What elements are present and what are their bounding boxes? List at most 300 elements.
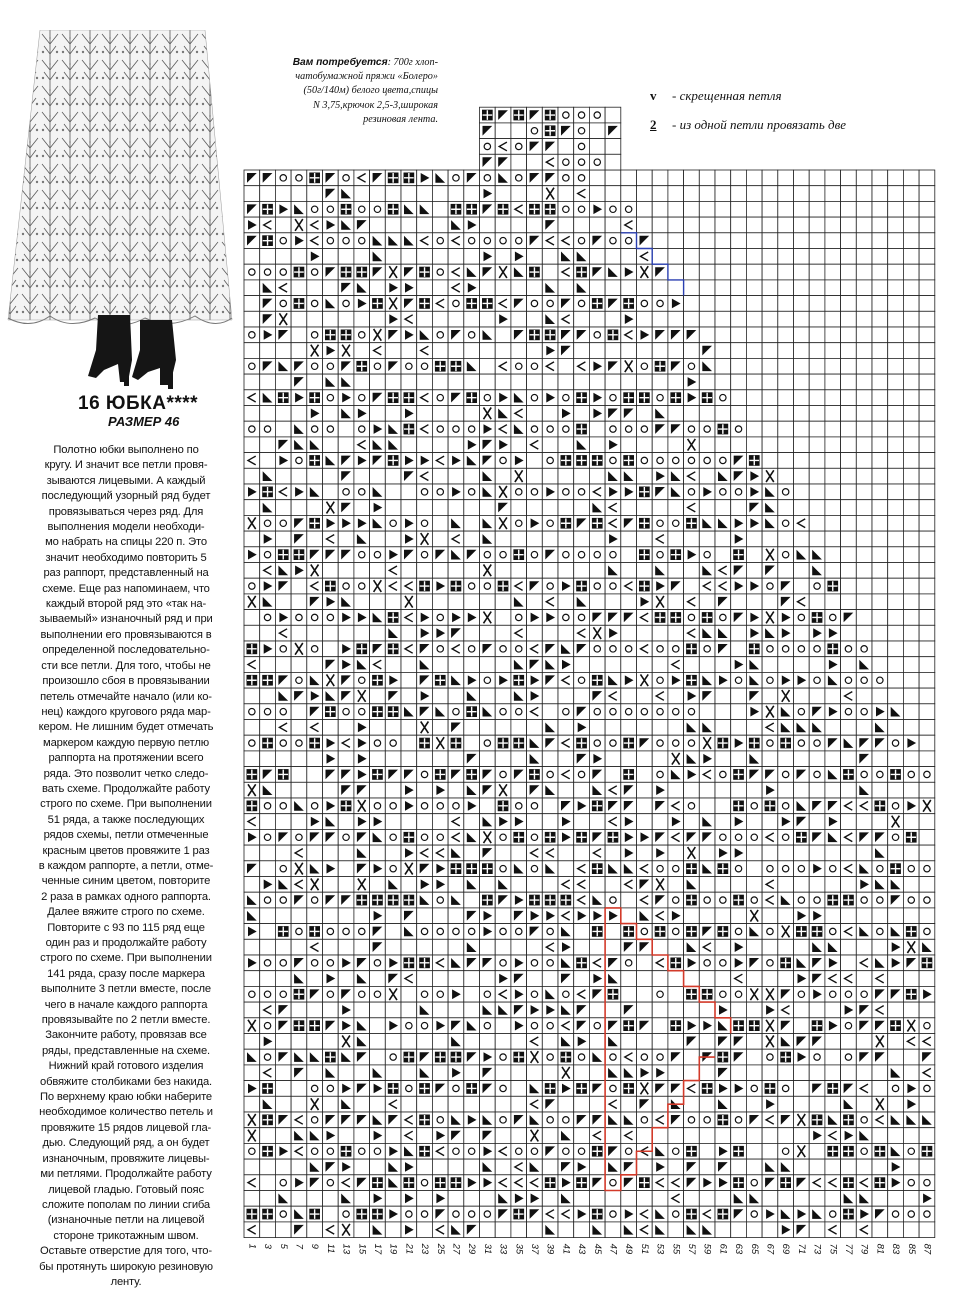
yarn-over-symbol (437, 897, 443, 903)
grid-block-symbol (780, 1177, 791, 1188)
chart-cell (872, 971, 888, 987)
chart-cell (574, 578, 590, 594)
chart-cell (480, 264, 496, 280)
arrow-symbol (735, 581, 744, 591)
chart-cell (778, 720, 794, 736)
chart-cell (448, 877, 464, 893)
chart-cell (778, 939, 794, 955)
chart-cell (448, 531, 464, 547)
angle-symbol (641, 613, 649, 622)
chart-cell (417, 1159, 433, 1175)
yarn-over-symbol (280, 960, 286, 966)
chart-cell (323, 892, 339, 908)
decrease-left-symbol (655, 1209, 665, 1219)
chart-cell (260, 594, 276, 610)
angle-symbol (389, 566, 397, 575)
chart-cell (809, 939, 825, 955)
chart-cell (527, 751, 543, 767)
grid-block-lines (420, 1146, 430, 1156)
decrease-right-symbol (388, 770, 398, 780)
chart-cell (825, 971, 841, 987)
chart-cell (385, 249, 401, 265)
decrease-right-symbol (545, 173, 555, 183)
decrease-right-symbol (545, 550, 555, 560)
chart-cell (244, 249, 260, 265)
yarn-over-symbol (374, 960, 380, 966)
cross-symbol (421, 533, 429, 545)
arrow-symbol (327, 754, 336, 764)
chart-cell (338, 421, 354, 437)
chart-cell (841, 500, 857, 516)
chart-cell (589, 1049, 605, 1065)
chart-cell (291, 374, 307, 390)
chart-cell (684, 641, 700, 657)
chart-cell (652, 358, 668, 374)
arrow-symbol (735, 942, 744, 952)
angle-symbol (358, 440, 366, 449)
decrease-left-symbol (545, 864, 555, 874)
chart-cell (841, 657, 857, 673)
decrease-right-symbol (561, 330, 571, 340)
grid-block-symbol (576, 581, 587, 592)
chart-cell (919, 877, 935, 893)
chart-cell (872, 767, 888, 783)
chart-cell (841, 798, 857, 814)
decrease-right-symbol (592, 267, 602, 277)
grid-block-lines (294, 267, 304, 277)
arrow-symbol (358, 754, 367, 764)
chart-cell (275, 563, 291, 579)
chart-cell (825, 1034, 841, 1050)
yarn-over-symbol (374, 363, 380, 369)
chart-cell (589, 484, 605, 500)
chart-cell (495, 264, 511, 280)
chart-cell (856, 986, 872, 1002)
chart-cell (323, 578, 339, 594)
chart-cell (480, 311, 496, 327)
chart-cell (778, 327, 794, 343)
decrease-right-symbol (514, 770, 524, 780)
chart-cell (260, 264, 276, 280)
chart-cell (432, 971, 448, 987)
angle-symbol (436, 849, 444, 858)
chart-cell (841, 201, 857, 217)
yarn-over-symbol (468, 426, 474, 432)
instruction-line: каждый второй ряд это «так на- (45, 598, 207, 611)
chart-cell (480, 610, 496, 626)
chart-cell (527, 971, 543, 987)
chart-cell (825, 296, 841, 312)
chart-cell (652, 971, 668, 987)
chart-cell (542, 908, 558, 924)
chart-cell (527, 641, 543, 657)
chart-cell (589, 924, 605, 940)
decrease-left-symbol (859, 785, 869, 795)
decrease-right-symbol (734, 1209, 744, 1219)
arrow-symbol (421, 613, 430, 623)
chart-cell (589, 610, 605, 626)
chart-cell (668, 1096, 684, 1112)
chart-cell (856, 829, 872, 845)
chart-cell (888, 720, 904, 736)
chart-cell (715, 798, 731, 814)
materials-line: резиновая лента. (363, 113, 438, 125)
chart-cell (605, 437, 621, 453)
yarn-over-symbol (264, 426, 270, 432)
chart-cell (354, 1175, 370, 1191)
chart-cell (244, 767, 260, 783)
chart-cell (558, 782, 574, 798)
arrow-symbol (311, 817, 320, 827)
decrease-left-symbol (451, 1115, 461, 1125)
yarn-over-symbol (311, 269, 317, 275)
chart-cell (495, 735, 511, 751)
chart-cell (621, 688, 637, 704)
arrow-symbol (845, 1005, 854, 1015)
chart-cell (448, 861, 464, 877)
chart-cell (621, 406, 637, 422)
grid-block-lines (388, 644, 398, 654)
decrease-left-symbol (435, 173, 445, 183)
grid-block-lines (326, 330, 336, 340)
chart-cell (762, 986, 778, 1002)
chart-cell (574, 233, 590, 249)
angle-symbol (829, 1225, 837, 1234)
chart-cell (809, 500, 825, 516)
chart-cell (244, 610, 260, 626)
chart-cell (464, 249, 480, 265)
yarn-over-symbol (578, 206, 584, 212)
decrease-right-symbol (341, 770, 351, 780)
grid-block-symbol (670, 1020, 681, 1031)
chart-cell (605, 877, 621, 893)
chart-cell (825, 939, 841, 955)
chart-cell (275, 641, 291, 657)
arrow-symbol (907, 1099, 916, 1109)
arrow-symbol (625, 314, 634, 324)
decrease-right-symbol (263, 770, 273, 780)
decrease-right-symbol (373, 393, 383, 403)
chart-cell (244, 1002, 260, 1018)
yarn-over-symbol (720, 457, 726, 463)
arrow-symbol (327, 597, 336, 607)
chart-cell (354, 751, 370, 767)
chart-cell (574, 877, 590, 893)
chart-cell (495, 782, 511, 798)
chart-cell (856, 249, 872, 265)
chart-cell (542, 107, 558, 123)
chart-cell (762, 892, 778, 908)
chart-cell (260, 939, 276, 955)
chart-cell (291, 672, 307, 688)
chart-cell (794, 280, 810, 296)
chart-cell (401, 688, 417, 704)
chart-cell (778, 1128, 794, 1144)
chart-cell (794, 327, 810, 343)
chart-cell (417, 720, 433, 736)
chart-cell (668, 1002, 684, 1018)
decrease-left-symbol (357, 848, 367, 858)
decrease-left-symbol (561, 927, 571, 937)
chart-cell (605, 767, 621, 783)
chart-cell (464, 547, 480, 563)
arrow-symbol (703, 487, 712, 497)
chart-cell (307, 704, 323, 720)
yarn-over-symbol (390, 803, 396, 809)
chart-cell (856, 1143, 872, 1159)
chart-cell (432, 1034, 448, 1050)
angle-symbol (593, 1131, 601, 1140)
chart-cell (527, 829, 543, 845)
chart-cell (919, 531, 935, 547)
chart-cell (417, 704, 433, 720)
chart-cell (495, 720, 511, 736)
chart-cell (275, 264, 291, 280)
yarn-over-symbol (845, 991, 851, 997)
chart-cell (338, 1002, 354, 1018)
chart-cell (652, 1002, 668, 1018)
chart-cell (652, 767, 668, 783)
decrease-right-symbol (702, 1052, 712, 1062)
grid-block-symbol (356, 1209, 367, 1220)
angle-symbol (562, 880, 570, 889)
chart-cell (432, 453, 448, 469)
chart-cell (244, 201, 260, 217)
chart-cell (809, 1081, 825, 1097)
chart-cell (480, 1112, 496, 1128)
decrease-left-symbol (483, 330, 493, 340)
arrow-symbol (515, 817, 524, 827)
chart-cell (338, 578, 354, 594)
chart-cell (354, 1112, 370, 1128)
arrow-symbol (436, 785, 445, 795)
chart-cell (370, 1143, 386, 1159)
grid-block-symbol (451, 204, 462, 215)
chart-cell (605, 500, 621, 516)
angle-symbol (436, 959, 444, 968)
arrow-symbol (546, 1005, 555, 1015)
chart-cell (809, 578, 825, 594)
decrease-right-symbol (718, 1162, 728, 1172)
chart-cell (684, 1034, 700, 1050)
chart-cell (589, 986, 605, 1002)
chart-cell (511, 688, 527, 704)
arrow-symbol (641, 597, 650, 607)
chart-cell (260, 1175, 276, 1191)
chart-cell (809, 1206, 825, 1222)
decrease-right-symbol (467, 958, 477, 968)
decrease-right-symbol (608, 613, 618, 623)
chart-cell (872, 343, 888, 359)
chart-cell (637, 515, 653, 531)
cross-symbol (515, 470, 523, 482)
instruction-line: кругу. И значит все петли провя- (44, 459, 208, 472)
chart-cell (605, 1159, 621, 1175)
chart-cell (495, 845, 511, 861)
chart-cell (778, 845, 794, 861)
chart-cell (527, 484, 543, 500)
chart-cell (731, 1018, 747, 1034)
chart-cell (684, 986, 700, 1002)
chart-cell (715, 264, 731, 280)
decrease-right-symbol (530, 236, 540, 246)
chart-cell (260, 233, 276, 249)
chart-cell (731, 547, 747, 563)
chart-cell (275, 280, 291, 296)
chart-cell (385, 563, 401, 579)
arrow-symbol (719, 848, 728, 858)
chart-cell (778, 170, 794, 186)
chart-cell (448, 814, 464, 830)
arrow-symbol (389, 1021, 398, 1031)
grid-block-symbol (545, 204, 556, 215)
chart-cell (495, 1002, 511, 1018)
chart-cell (856, 845, 872, 861)
chart-cell (275, 1206, 291, 1222)
chart-cell (432, 264, 448, 280)
chart-cell (260, 767, 276, 783)
chart-cell (919, 1191, 935, 1207)
chart-cell (762, 1081, 778, 1097)
chart-cell (558, 877, 574, 893)
chart-cell (621, 170, 637, 186)
yarn-over-symbol (735, 834, 741, 840)
chart-cell (417, 280, 433, 296)
arrow-symbol (625, 1209, 634, 1219)
chart-cell (307, 720, 323, 736)
chart-cell (825, 311, 841, 327)
chart-cell (338, 1191, 354, 1207)
arrow-symbol (923, 1194, 932, 1204)
chart-cell (778, 343, 794, 359)
chart-cell (385, 877, 401, 893)
chart-cell (417, 468, 433, 484)
yarn-over-symbol (908, 1179, 914, 1185)
grid-block-symbol (561, 455, 572, 466)
chart-cell (621, 217, 637, 233)
chart-cell (385, 311, 401, 327)
chart-cell (589, 735, 605, 751)
arrow-symbol (782, 675, 791, 685)
chart-cell (872, 955, 888, 971)
chart-cell (354, 374, 370, 390)
grid-block-symbol (309, 926, 320, 937)
chart-cell (354, 924, 370, 940)
angle-symbol (279, 488, 287, 497)
grid-block-lines (687, 989, 697, 999)
chart-cell (323, 939, 339, 955)
decrease-left-symbol (467, 942, 477, 952)
chart-cell (574, 1096, 590, 1112)
chart-cell (542, 1065, 558, 1081)
chart-cell (574, 657, 590, 673)
chart-cell (809, 610, 825, 626)
grid-block-symbol (843, 1115, 854, 1126)
chart-cell (778, 406, 794, 422)
chart-cell (495, 484, 511, 500)
chart-cell (731, 1206, 747, 1222)
yarn-over-symbol (751, 834, 757, 840)
angle-symbol (609, 503, 617, 512)
chart-cell (856, 610, 872, 626)
chart-cell (511, 327, 527, 343)
chart-cell (589, 170, 605, 186)
chart-cell (275, 955, 291, 971)
grid-block-lines (655, 361, 665, 371)
project-title: 16 ЮБКА**** (78, 393, 199, 414)
chart-cell (432, 861, 448, 877)
chart-cell (746, 657, 762, 673)
chart-cell (291, 1206, 307, 1222)
chart-cell (448, 406, 464, 422)
chart-cell (715, 877, 731, 893)
yarn-over-symbol (531, 489, 537, 495)
chart-cell (621, 814, 637, 830)
decrease-right-symbol (451, 393, 461, 403)
chart-cell (684, 515, 700, 531)
grid-block-lines (640, 518, 650, 528)
chart-cell (370, 249, 386, 265)
chart-cell (794, 751, 810, 767)
grid-block-lines (577, 424, 587, 434)
cross-symbol (279, 313, 287, 325)
chart-cell (260, 390, 276, 406)
decrease-right-symbol (734, 613, 744, 623)
decrease-left-symbol (812, 566, 822, 576)
chart-cell (856, 374, 872, 390)
chart-cell (715, 1049, 731, 1065)
chart-cell (841, 406, 857, 422)
chart-cell (495, 1175, 511, 1191)
decrease-left-symbol (373, 252, 383, 262)
arrow-symbol (295, 393, 304, 403)
chart-cell (919, 500, 935, 516)
chart-cell (275, 1159, 291, 1175)
chart-cell (542, 578, 558, 594)
grid-block-symbol (623, 298, 634, 309)
arrow-symbol (389, 283, 398, 293)
chart-cell (809, 877, 825, 893)
chart-cell (699, 421, 715, 437)
chart-cell (762, 1034, 778, 1050)
chart-cell (652, 625, 668, 641)
chart-cell (841, 264, 857, 280)
chart-cell (589, 861, 605, 877)
chart-cell (856, 563, 872, 579)
chart-cell (684, 1175, 700, 1191)
yarn-over-symbol (500, 1117, 506, 1123)
chart-cell (558, 657, 574, 673)
chart-cell (888, 1034, 904, 1050)
chart-cell (746, 578, 762, 594)
chart-cell (637, 751, 653, 767)
angle-symbol (829, 1131, 837, 1140)
yarn-over-symbol (406, 363, 412, 369)
chart-cell (605, 1175, 621, 1191)
chart-cell (809, 217, 825, 233)
grid-block-symbol (639, 487, 650, 498)
yarn-over-symbol (720, 991, 726, 997)
decrease-right-symbol (451, 723, 461, 733)
chart-cell (825, 578, 841, 594)
chart-cell (244, 782, 260, 798)
chart-cell (621, 1096, 637, 1112)
chart-cell (275, 610, 291, 626)
grid-block-symbol (655, 361, 666, 372)
grid-block-lines (498, 204, 508, 214)
chart-cell (574, 939, 590, 955)
chart-cell (527, 924, 543, 940)
